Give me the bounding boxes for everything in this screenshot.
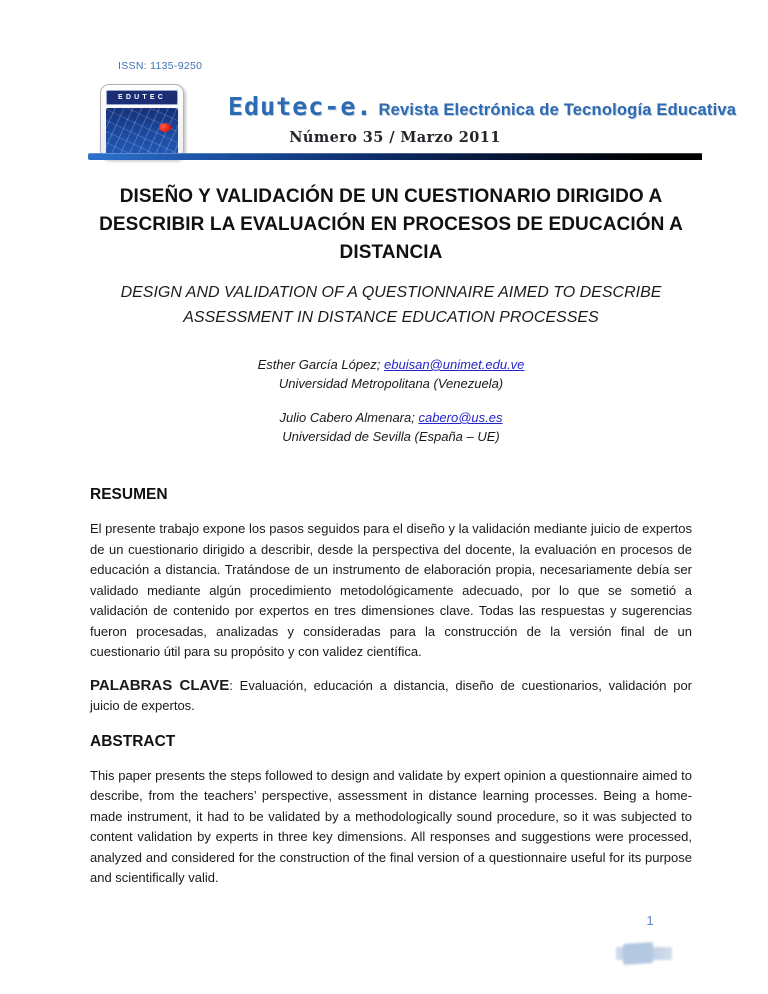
- journal-header: [0, 0, 768, 163]
- footer-logo-image: [616, 942, 672, 966]
- article-title-spanish: [90, 183, 692, 267]
- header-divider: [88, 153, 702, 160]
- journal-brand-name: Edutec-e.: [228, 92, 373, 121]
- edutec-logo-wordmark: EDUTEC: [106, 90, 178, 105]
- resumen-heading: RESUMEN: [90, 486, 168, 503]
- title-en-line-1: DESIGN AND VALIDATION OF A QUESTIONNAIRE AIMED TO DESCRIBE: [120, 284, 662, 301]
- abstract-heading: ABSTRACT: [90, 732, 176, 750]
- journal-brand-line: [228, 92, 736, 121]
- author-affiliation: Universidad Metropolitana (Venezuela): [278, 376, 504, 391]
- keywords-paragraph: [90, 676, 692, 717]
- title-es-line-2: DESCRIBIR LA EVALUACIÓN EN PROCESOS DE EDUCACIÓN A: [99, 214, 683, 235]
- author-entry: [90, 408, 692, 446]
- footer-logo-band-mid: [623, 942, 653, 965]
- author-affiliation: Universidad de Sevilla (España – UE): [282, 429, 500, 444]
- author-name: Esther García López;: [257, 357, 385, 372]
- issn-label: ISSN: 1135-9250: [118, 60, 203, 72]
- journal-brand-subtitle: Revista Electrónica de Tecnología Educativa: [378, 101, 737, 119]
- keywords-label: PALABRAS CLAVE: [90, 676, 230, 694]
- resumen-paragraph: El presente trabajo expone los pasos seguidos para el diseño y la validación mediante juicio de expertos de un cuestionario dirigido a describir, desde la perspectiva del docente, la evaluación en procesos de educación a distancia. Tratándose de un instrumento de elaboración propia, necesariamente debía ser validado mediante algún procedimiento metodológicamente adecuado, por lo que se sometió a validación de contenido por expertos en tres dimensiones clave. Todas las respuestas y sugerencias fueron procesadas, analizadas y consideradas para la construcción de la versión final de un cuestionario útil para su propósito y con validez científica.: [90, 521, 692, 659]
- author-name-line: [90, 355, 692, 374]
- author-entry: [90, 355, 692, 393]
- article-content: [90, 183, 692, 889]
- author-email-link[interactable]: ebuisan@unimet.edu.ve: [384, 357, 525, 372]
- author-email-link[interactable]: cabero@us.es: [418, 410, 503, 425]
- title-en-line-2: ASSESSMENT IN DISTANCE EDUCATION PROCESSES: [183, 309, 599, 326]
- author-name-line: [90, 408, 692, 427]
- title-es-line-1: DISEÑO Y VALIDACIÓN DE UN CUESTIONARIO DIRIGIDO A: [119, 186, 663, 207]
- author-name: Julio Cabero Almenara;: [279, 410, 419, 425]
- title-es-line-3: DISTANCIA: [339, 242, 443, 263]
- issue-label: Número 35 / Marzo 2011: [289, 129, 501, 146]
- keywords-text: : Evaluación, educación a distancia, diseño de cuestionarios, validación por juicio de expertos.: [90, 677, 692, 713]
- abstract-paragraph: This paper presents the steps followed to design and validate by expert opinion a questionnaire aimed to describe, from the teachers’ perspective, assessment in distance learning processes. Being a home-made instrument, it had to be validated by a methodologically sound procedure, so it was subjected to content validation by experts in three key dimensions. All responses and suggestions were processed, analyzed and considered for the construction of the final version of a questionnaire useful for its purpose and scientifically valid.: [90, 767, 692, 885]
- page-number: 1: [646, 913, 654, 928]
- edutec-logo: [100, 84, 184, 159]
- authors-block: [90, 355, 692, 446]
- article-title-english: [90, 280, 692, 330]
